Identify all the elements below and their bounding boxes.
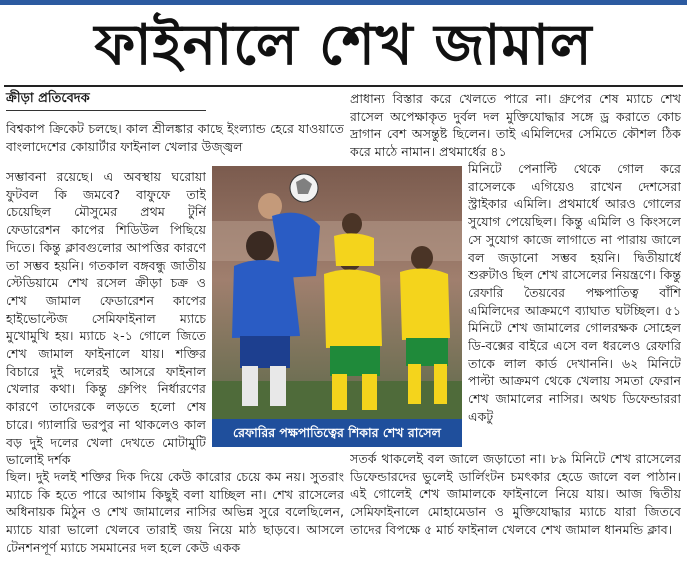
article-text-right-bottom: সতর্ক থাকলেই বল জালে জড়াতো না। ৮৯ মিনিটে শেখ রাসেলের ডিফেন্ডারদের ভুলেই ডার্লিংটন চমৎকার হেডে জালে বল পাঠান। এই গোলেই শেখ জামালকে ফাইনালে নিয়ে যায়। আজ দ্বিতীয় সেমিফাইনালে মোহামেডান ও মুক্তিযোদ্ধার ম্যাচে যারা জিতবে তাদের বিপক্ষে ৫ মার্চ ফাইনাল খেলবে শেখ জামাল ধানমন্ডি ক্লাব। <box>350 451 681 537</box>
byline: ক্রীড়া প্রতিবেদক <box>6 90 206 111</box>
headline-divider <box>4 85 683 87</box>
article-text-left-bottom: ছিল। দুই দলই শক্তির দিক দিয়ে কেউ কারোর চেয়ে কম নয়। সুতরাং ম্যাচে কি হতে পারে আগাম কিছুই বলা যাচ্ছিল না। শেখ রাসেলের অধিনায়ক মিঠুন ও শেখ জামালের নাসির অভিন্ন সুরে বলেছিলেন, ম্যাচে যারা ভালো খেলবে তারাই জয় নিয়ে মাঠ ছাড়বে। আসলে টেনশনপূর্ণ ম্যাচে সমমানের দল হলে কেউ একক <box>6 469 344 555</box>
article-text-left-mid: সম্ভাবনা রয়েছে। এ অবস্থায় ঘরোয়া ফুটবল কি জমবে? বাফুফে তাই চেয়েছিল মৌসুমের প্রথম টুর্নি ফেডারেশন কাপের শিডিউল পিছিয়ে দিতে। কিন্তু ক্লাবগুলোর আপত্তির কারণে তা সম্ভব হয়নি। গতকাল বঙ্গবন্ধু জাতীয় স্টেডিয়ামে শেখ রসেল ক্রীড়া চক্র ও শেখ জামাল ফেডারেশন কাপের হাইভোল্টেজ সেমিফাইনাল ম্যাচে মুখোমুখি হয়। ম্যাচে ২-১ গোলে জিতে শেখ জামাল ফাইনালে যায়। শক্তির বিচারে দুই দলেরই আসরে ফাইনাল খেলার কথা। কিন্তু গ্রুপিং নির্ধারণের কারণে তাদেরকে লড়তে হলো শেষ চারে। গ্যালারি ভরপুর না থাকলেও কাল বড় দুই দলের খেলা দেখতে মোটামুটি ভালোই দর্শক <box>6 169 206 468</box>
top-accent-bar <box>0 0 687 5</box>
article-text-left-top: বিশ্বকাপ ক্রিকেট চলছে। কাল শ্রীলঙ্কার কাছে ইংল্যান্ড হেরে যাওয়াতে বাংলাদেশের কোয়ার্টার ফাইনাল খেলার উজ্জ্বল <box>6 121 344 154</box>
article-text-right-mid: মিনিটে পেনাল্টি থেকে গোল করে রাসেলকে এগিয়েও রাখেন দেশসেরা স্ট্রাইকার এমিলি। প্রথমার্ধে আরও গোলের সুযোগ পেয়েছিল। কিন্তু এমিলি ও কিংসলে সে সুযোগ কাজে লাগাতে না পারায় জালে বল জড়ানো সম্ভব হয়নি। দ্বিতীয়ার্ধে শুরুটাও ছিল শেখ রাসেলের নিয়ন্ত্রণে। কিন্তু রেফারি তৈয়বের পক্ষপাতিত্ব বাঁশি এমিলিদের আক্রমণে ব্যাঘাত ঘটচ্ছিল। ৫১ মিনিটে শেখ জামালের গোলরক্ষক সোহেল ডি-বক্সের বাইরে এসে বল ধরলেও রেফারি তাকে লাল কার্ড দেখাননি। ৬২ মিনিটে পাল্টা আক্রমণ থেকে খেলায় সমতা ফেরান শেখ জামালের নাসির। অথচ ডিফেন্ডাররা একটু <box>468 161 681 424</box>
match-photo <box>212 166 462 419</box>
photo-caption: রেফারির পক্ষপাতিত্বের শিকার শেখ রাসেল <box>212 419 462 447</box>
article-text-right-top: প্রাধান্য বিস্তার করে খেলতে পারে না। গ্রুপের শেষ ম্যাচে শেখ রাসেল অপেক্ষাকৃত দুর্বল দল মুক্তিযোদ্ধার সঙ্গে ড্র করাতে কোচ দ্রাগান বেশ অসন্তুষ্ট ছিলেন। তাই এমিলিদের সেমিতে কৌশল ঠিক করে মাঠে নামান। প্রথমার্ধের ৪১ <box>350 91 681 160</box>
article-headline: ফাইনালে শেখ জামাল <box>94 13 593 78</box>
